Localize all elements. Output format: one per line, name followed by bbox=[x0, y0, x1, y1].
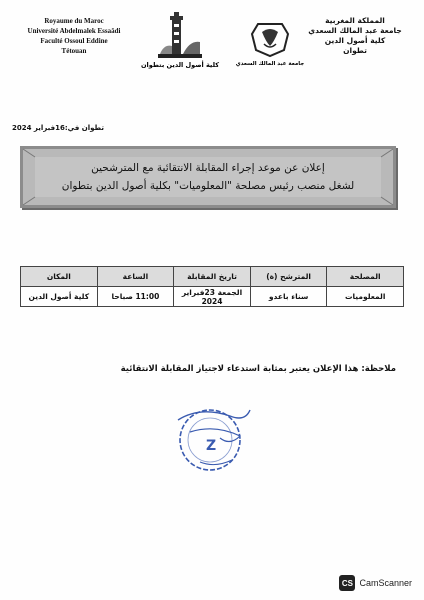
arabic-header-line-3: كلية أصول الدين bbox=[324, 36, 386, 45]
cell-interview-date: الجمعة 23فبراير 2024 bbox=[174, 287, 251, 307]
french-header-line-3: Faculté Ossoul Eddine bbox=[40, 37, 108, 45]
header-candidate: المترشح (ة) bbox=[250, 267, 327, 287]
university-logo bbox=[235, 20, 305, 70]
french-header-line-2: Université Abdelmalek Essaâdi bbox=[27, 27, 121, 35]
french-header-line-4: Tétouan bbox=[61, 47, 87, 55]
cell-candidate: سناء باعدو bbox=[250, 287, 327, 307]
announcement-banner bbox=[20, 146, 396, 208]
cell-time: 11:00 صباحا bbox=[97, 287, 174, 307]
table-row bbox=[21, 287, 404, 307]
official-stamp bbox=[170, 402, 256, 476]
cell-service: المعلوميات bbox=[327, 287, 404, 307]
banner-corner-tl-icon bbox=[23, 149, 35, 157]
arabic-header-line-2: جامعة عبد المالك السعدي bbox=[308, 26, 402, 35]
faculty-logo bbox=[140, 12, 220, 74]
header-place: المكان bbox=[21, 267, 98, 287]
header-service: المصلحة bbox=[327, 267, 404, 287]
arabic-header-line-4: تطوان bbox=[343, 46, 367, 55]
note-text: ملاحظة: هذا الإعلان يعتبر بمثابة استدعاء لاجتياز المقابلة الانتقائية bbox=[120, 364, 396, 374]
header-time: الساعة bbox=[97, 267, 174, 287]
camscanner-watermark bbox=[339, 575, 412, 591]
svg-text:Z: Z bbox=[206, 438, 217, 454]
university-logo-caption: جامعة عبد المالك السعدي bbox=[235, 61, 305, 67]
banner-corner-tr-icon bbox=[381, 149, 393, 157]
table-header-row bbox=[21, 267, 404, 287]
banner-corner-bl-icon bbox=[23, 197, 35, 205]
camscanner-icon: CS bbox=[339, 575, 355, 591]
faculty-logo-caption: كلية أصول الدين بتطوان bbox=[140, 61, 220, 69]
announcement-text bbox=[35, 157, 381, 197]
announcement-line-2: لشغل منصب رئيس مصلحة "المعلوميات" بكلية أصول الدين بتطوان bbox=[61, 180, 355, 192]
arabic-header bbox=[300, 16, 410, 56]
arabic-header-line-1: المملكة المغربية bbox=[325, 16, 385, 25]
banner-corner-br-icon bbox=[381, 197, 393, 205]
interview-schedule-table bbox=[20, 266, 404, 307]
french-header-line-1: Royaume du Maroc bbox=[44, 17, 104, 25]
cell-place: كلية أصول الدين bbox=[21, 287, 98, 307]
camscanner-label: CamScanner bbox=[359, 578, 412, 588]
header-interview-date: تاريخ المقابلة bbox=[174, 267, 251, 287]
french-header bbox=[14, 16, 134, 56]
document-date: تطوان في:16فبراير 2024 bbox=[12, 124, 104, 132]
announcement-line-1: إعلان عن موعد إجراء المقابلة الانتقائية مع المترشحين bbox=[91, 162, 325, 174]
